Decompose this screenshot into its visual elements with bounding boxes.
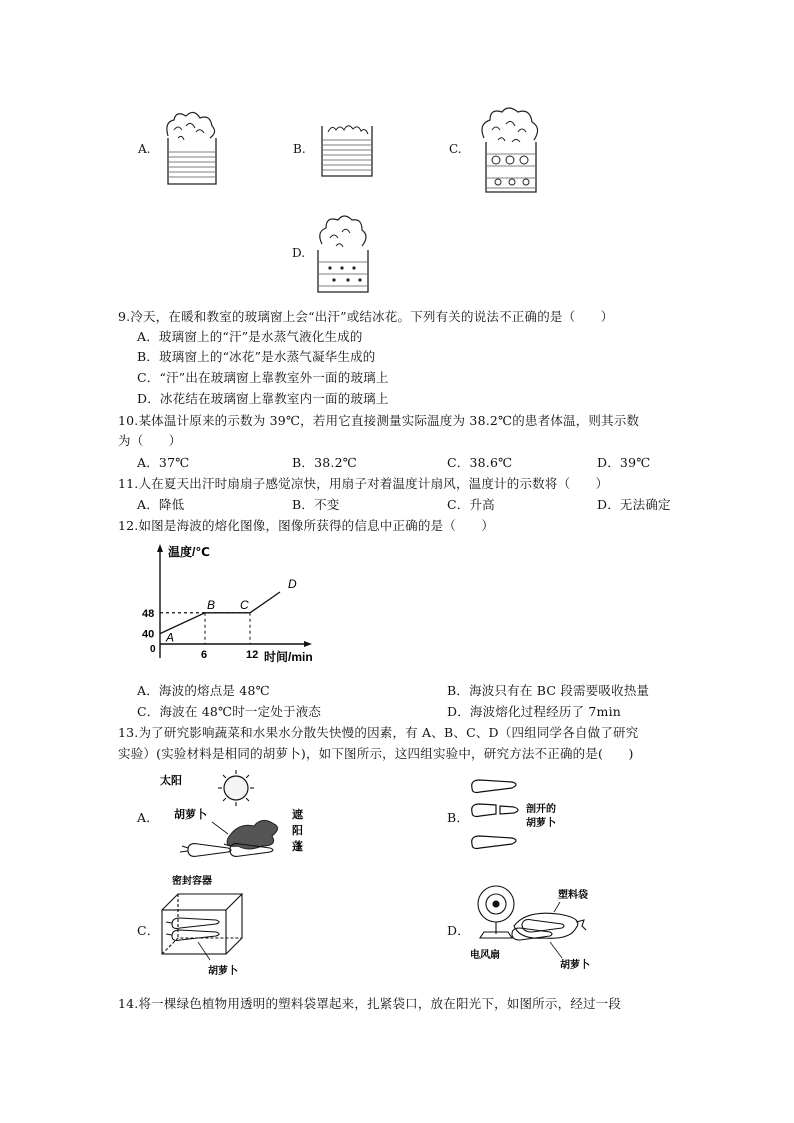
x-axis-label: 时间/min: [264, 650, 313, 664]
option-letter: D.: [292, 246, 306, 260]
x-axis-arrow: [304, 641, 312, 647]
option-d: D．海波熔化过程经历了 7min: [447, 704, 622, 719]
plastic-bag-icon: [514, 913, 586, 938]
option-b: B．不变: [292, 497, 340, 512]
sunshade-icon: [227, 820, 277, 849]
option-a: A．37℃: [137, 455, 190, 470]
carrot-label: 胡萝卜: [560, 960, 590, 971]
sealed-box-icon: [162, 894, 242, 954]
shade-label-2: 阳: [292, 825, 303, 837]
option-c: C．“汗”出在玻璃窗上靠教室外一面的玻璃上: [137, 370, 389, 385]
y-tick-label: 48: [142, 607, 155, 620]
carrot-icon: [472, 780, 516, 793]
option-letter-c: C．: [137, 923, 160, 938]
question-stem: 12.如图是海波的熔化图像，图像所获得的信息中正确的是（ ）: [118, 518, 495, 533]
fan-label: 电风扇: [470, 950, 500, 961]
cut-carrot-icon: [472, 804, 518, 817]
carrot-sunshade-image: [158, 766, 308, 864]
option-letter: C.: [449, 142, 462, 156]
y-tick-label: 40: [142, 628, 155, 641]
shade-label-1: 遮: [292, 809, 303, 821]
melting-curve-chart: [140, 540, 330, 666]
option-d: D．39℃: [597, 455, 651, 470]
sealed-container-image: [158, 872, 248, 980]
y-axis-label: 温度/℃: [168, 545, 210, 559]
cut-label-1: 剖开的: [526, 804, 556, 815]
container-label: 密封容器: [172, 876, 212, 887]
question-stem-continued: 实验）(实验材料是相同的胡萝卜)，如下图所示，这四组实验中，研究方法不正确的是( ): [118, 746, 634, 761]
carrot-label: 胡萝卜: [174, 809, 207, 821]
question-stem-continued: 为（ ）: [118, 433, 182, 448]
beaker-boiling-image: [476, 104, 546, 196]
option-b: B．海波只有在 BC 段需要吸收热量: [447, 683, 650, 698]
question-stem: 14.将一棵绿色植物用透明的塑料袋罩起来，扎紧袋口，放在阳光下，如图所示，经过一段: [118, 996, 622, 1011]
question-stem: 11.人在夏天出汗时扇扇子感觉凉快，用扇子对着温度计扇风，温度计的示数将（ ）: [118, 476, 609, 491]
option-c: C．38.6℃: [447, 455, 513, 470]
option-letter: B.: [293, 142, 306, 156]
option-letter-d: D．: [447, 923, 470, 938]
question-stem: 13.为了研究影响蔬菜和水果水分散失快慢的因素，有 A、B、C、D（四组同学各自做了研究: [118, 725, 639, 740]
option-a: A．玻璃窗上的“汗”是水蒸气液化生成的: [137, 329, 363, 344]
point-label-a: A: [166, 630, 175, 645]
option-d: D．冰花结在玻璃窗上靠教室内一面的玻璃上: [137, 391, 389, 406]
point-label-c: C: [240, 597, 249, 612]
beaker-steam-image: [160, 108, 224, 188]
option-letter-a: A．: [137, 810, 159, 825]
beaker-steam-image: [316, 118, 380, 180]
sun-icon: [224, 776, 248, 800]
x-tick-label: 6: [201, 649, 208, 661]
carrot-icon: [512, 920, 564, 941]
carrot-label: 胡萝卜: [208, 966, 238, 977]
option-a: A．海波的熔点是 48℃: [137, 683, 270, 698]
option-a: A．降低: [137, 497, 185, 512]
question-stem: 9.冷天，在暖和教室的玻璃窗上会“出汗”或结冰花。下列有关的说法不正确的是（ ）: [118, 309, 614, 324]
option-b: B．玻璃窗上的“冰花”是水蒸气凝华生成的: [137, 349, 376, 364]
option-letter: A.: [138, 142, 151, 156]
option-letter-b: B．: [447, 810, 470, 825]
question-stem: 10.某体温计原来的示数为 39℃，若用它直接测量实际温度为 38.2℃的患者体温，则其示数: [118, 413, 640, 428]
electric-fan-icon: [478, 886, 514, 938]
cut-carrot-image: [466, 768, 564, 860]
y-axis-arrow: [157, 544, 163, 552]
bag-label: 塑料袋: [558, 890, 588, 901]
carrot-icon: [166, 918, 219, 941]
point-label-b: B: [207, 597, 216, 612]
option-c: C．升高: [447, 497, 495, 512]
option-b: B．38.2℃: [292, 455, 357, 470]
x-tick-label: 12: [246, 649, 259, 661]
option-d: D．无法确定: [597, 497, 671, 512]
fan-carrot-image: [466, 882, 606, 972]
point-label-d: D: [288, 577, 297, 591]
sun-label: 太阳: [160, 775, 182, 787]
option-c: C．海波在 48℃时一定处于液态: [137, 704, 322, 719]
carrot-icon: [472, 836, 516, 849]
shade-label-3: 蓬: [292, 841, 303, 853]
beaker-boiling-image: [312, 210, 376, 294]
cut-label-2: 胡萝卜: [526, 818, 556, 829]
origin-label: 0: [150, 644, 156, 655]
